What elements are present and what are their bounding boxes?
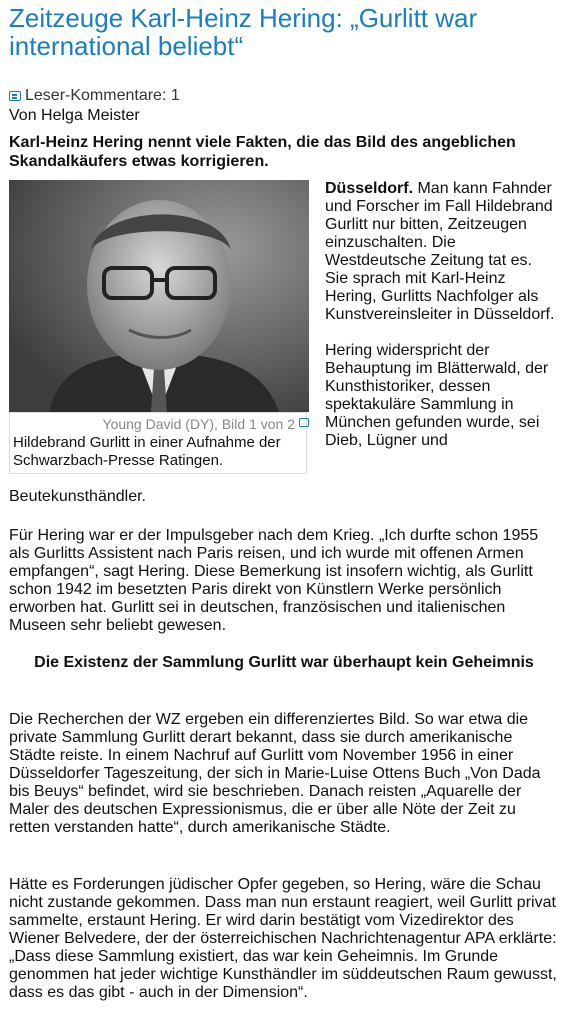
portrait-photo[interactable] [9, 180, 309, 412]
paragraph: Hering widerspricht der Behauptung im Blätterwald, der Kunsthistoriker, dessen spektakuläre Sammlung in München gefunden wurde, sei Dieb, Lügner und [325, 342, 549, 449]
section-heading: Die Existenz der Sammlung Gurlitt war überhaupt kein Geheimnis [34, 654, 534, 671]
dateline: Düsseldorf. [325, 180, 414, 197]
paragraph: Die Recherchen der WZ ergeben ein differenziertes Bild. So war etwa die private Sammlung Gurlitt derart bekannt, dass sie durch amerikanische Städte reiste. In einem Nachruf auf Gurlitt vom November 1956 in einer Düsseldorfer Tageszeitung, der sich in Marie-Luise Ottens Buch „Von Dada bis Beuys“ befindet, wird sie beschrieben. Danach reisten „Aquarelle der Maler des deutschen Expressionismus, die er über alle Nöte der Zeit zu retten verstanden hatte“, durch amerikanische Städte. [9, 711, 541, 836]
article-lead: Karl-Heinz Hering nennt viele Fakten, die das Bild des angeblichen Skandalkäufers etwas korrigieren. [9, 134, 516, 170]
paragraph: Für Hering war er der Impulsgeber nach dem Krieg. „Ich durfte schon 1955 als Gurlitts Assistent nach Paris reisen, und ich wurde mit offenen Armen empfangen“, sagt Hering. Diese Bemerkung ist insofern wichtig, als Gurlitt schon 1942 im besetzten Paris direkt von Künstlern Werke persönlich erworben hat. Gurlitt sei in deutschen, französischen und italienischen Museen sehr beliebt gewesen. [9, 527, 539, 634]
gallery-icon[interactable] [299, 418, 309, 427]
paragraph: Beutekunsthändler. [9, 488, 146, 505]
comments-link[interactable] [9, 87, 180, 105]
article-figure [9, 180, 309, 476]
comments-label[interactable]: Leser-Kommentare: 1 [25, 87, 180, 104]
image-source [9, 416, 309, 432]
paragraph-text: Man kann Fahnder und Forscher im Fall Hildebrand Gurlitt nur bitten, Zeitzeugen einzuschalten. Die Westdeutsche Zeitung tat es. Sie sprach mit Karl-Heinz Hering, Gurlitts Nachfolger als Kunstvereinsleiter in Düsseldorf. [325, 180, 555, 323]
text-column [325, 180, 555, 468]
image-caption: Hildebrand Gurlitt in einer Aufnahme der Schwarzbach-Presse Ratingen. [13, 434, 281, 469]
paragraph [325, 180, 555, 324]
article-title: Zeitzeuge Karl-Heinz Hering: „Gurlitt war international beliebt“ [9, 3, 478, 61]
comment-icon [9, 91, 21, 101]
author-byline: Von Helga Meister [9, 107, 140, 124]
image-source-label: Young David (DY), Bild 1 von 2 [102, 416, 295, 432]
paragraph: Hätte es Forderungen jüdischer Opfer gegeben, so Hering, wäre die Schau nicht zustande gekommen. Dass man nun erstaunt reagiert, weil Gurlitt privat sammelte, erstaunt Hering. Er wird darin bestätigt vom Vizedirektor des Wiener Belvedere, der der österreichischen Nachrichtenagentur APA erklärte: „Dass diese Sammlung existiert, das war kein Geheimnis. Im Grunde genommen hat jeder wichtige Kunsthändler im süddeutschen Raum gewusst, dass es das gibt - auch in der Dimension“. [9, 876, 557, 1001]
